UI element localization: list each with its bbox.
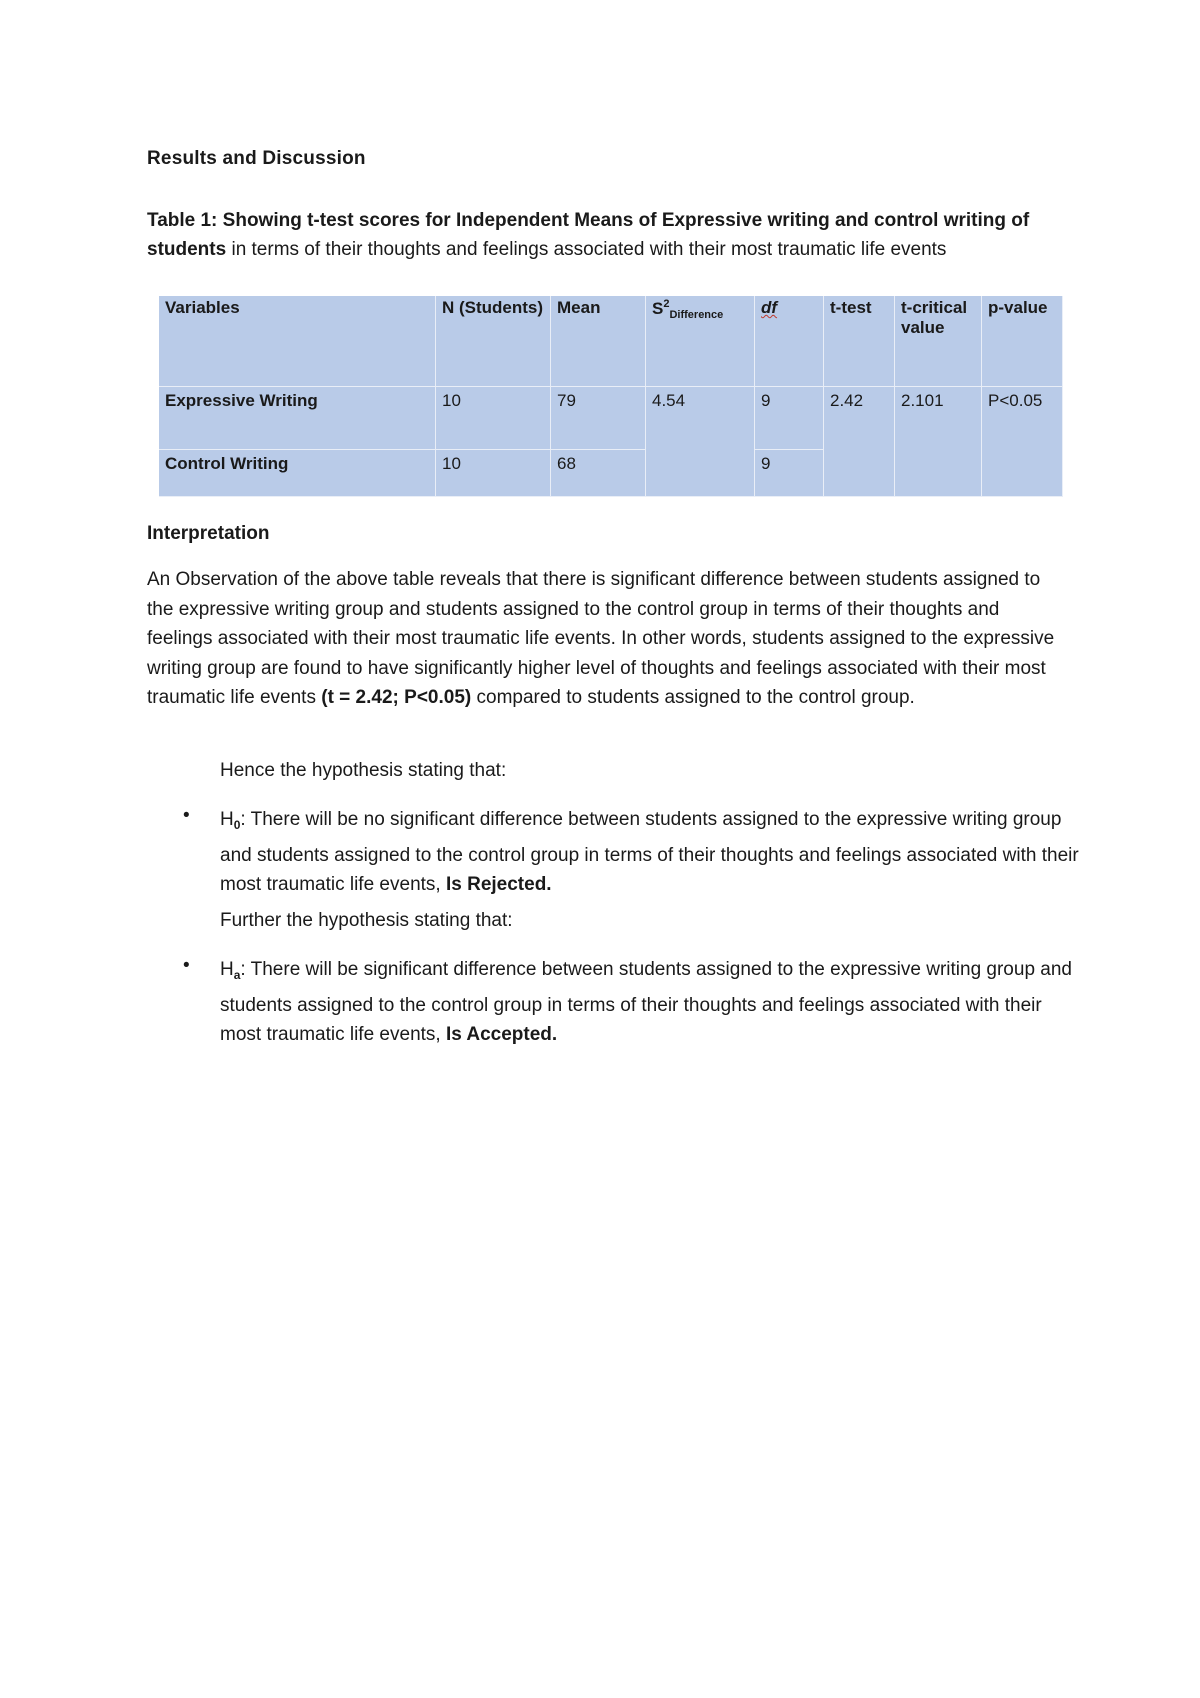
header-df: df	[755, 296, 824, 387]
cell-tcrit: 2.101	[895, 387, 982, 497]
header-mean: Mean	[551, 296, 646, 387]
stat-summary: (t = 2.42; P<0.05)	[321, 687, 472, 709]
header-p-value: p-value	[982, 296, 1063, 387]
cell-s2: 4.54	[646, 387, 755, 497]
cell-n: 10	[436, 387, 551, 450]
caption-bold: Table 1: Showing t-test scores for Independent Means of Expressive writing and control writing of students	[147, 210, 1030, 260]
interpretation-heading: Interpretation	[147, 523, 270, 544]
cell-mean: 68	[551, 450, 646, 497]
header-variables: Variables	[159, 296, 436, 387]
table-caption	[147, 206, 1067, 264]
further-line: Further the hypothesis stating that:	[220, 910, 513, 931]
header-tcritical: t-critical value	[895, 296, 982, 387]
caption-rest: in terms of their thoughts and feelings associated with their most traumatic life events	[226, 239, 947, 260]
cell-p: P<0.05	[982, 387, 1063, 497]
hypothesis-alternative: $H_a$: There will be significant difference between students assigned to the expressive writing group and students assigned to the control group in terms of their thoughts and feelings associated with their most traumatic life events, Is Accepted.	[220, 959, 1072, 1046]
bullet-ha: •	[183, 955, 190, 976]
alternative-verdict: Is Accepted.	[445, 1024, 558, 1046]
cell-variable: Control Writing	[159, 450, 436, 497]
results-table	[159, 296, 1063, 497]
header-n: N (Students)	[436, 296, 551, 387]
table-header-row	[159, 296, 1063, 387]
section-heading: Results and Discussion	[147, 148, 366, 169]
cell-mean: 79	[551, 387, 646, 450]
cell-df: 9	[755, 450, 824, 497]
hence-line: Hence the hypothesis stating that:	[220, 760, 507, 781]
header-s2-difference: $S^2_{Difference}$	[646, 296, 755, 387]
cell-df: 9	[755, 387, 824, 450]
null-verdict: Is Rejected.	[445, 874, 552, 896]
cell-ttest: 2.42	[824, 387, 895, 497]
hypothesis-null: $H_0$: There will be no significant difference between students assigned to the expressive writing group and students assigned to the control group in terms of their thoughts and feelings associated with their most traumatic life events, Is Rejected.	[220, 809, 1079, 896]
table-row	[159, 387, 1063, 450]
interpretation-paragraph: An Observation of the above table reveals that there is significant difference between students assigned to the expressive writing group and students assigned to the control group in terms of their thoughts and feelings associated with their most traumatic life events. In other words, students assigned to the expressive writing group are found to have significantly higher level of thoughts and feelings associated with their most traumatic life events (t = 2.42; P<0.05) compared to students assigned to the control group.	[147, 569, 1055, 709]
header-ttest: t-test	[824, 296, 895, 387]
cell-n: 10	[436, 450, 551, 497]
bullet-h0: •	[183, 805, 190, 826]
cell-variable: Expressive Writing	[159, 387, 436, 450]
